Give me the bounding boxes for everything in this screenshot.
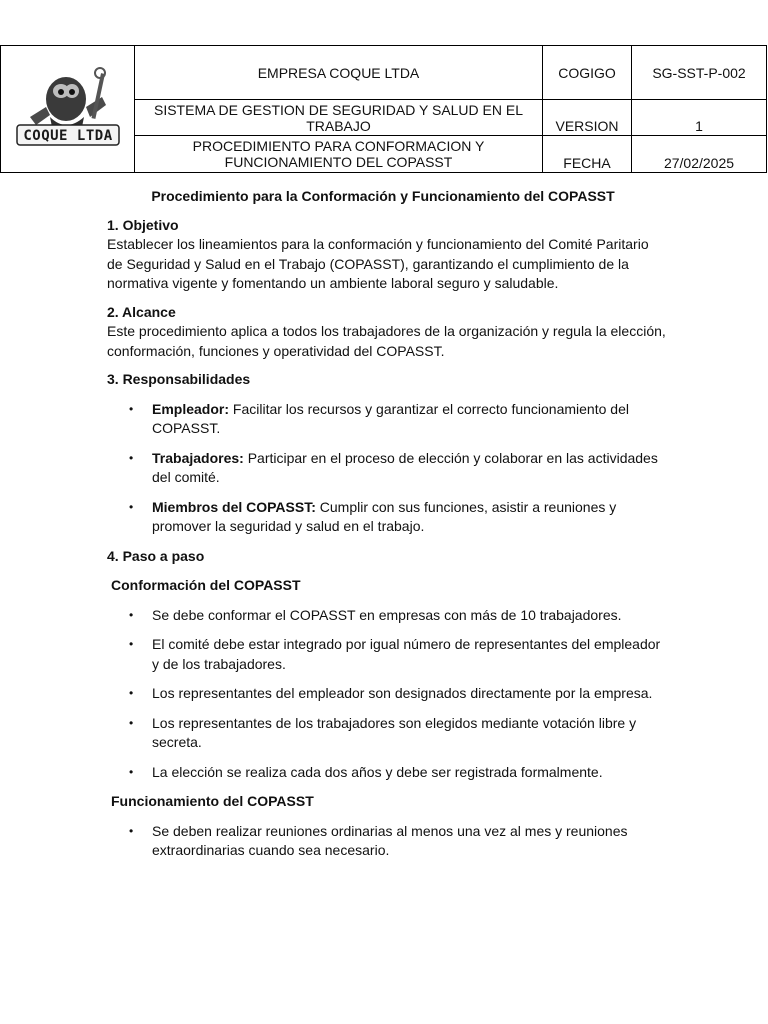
code-value: SG-SST-P-002 bbox=[632, 46, 767, 100]
operation-list bbox=[107, 822, 667, 861]
list-item bbox=[107, 822, 667, 861]
version-label: VERSION bbox=[543, 100, 632, 136]
bullet-icon: • bbox=[129, 401, 134, 416]
document-body bbox=[107, 187, 667, 871]
list-item-text: Se deben realizar reuniones ordinarias al menos una vez al mes y reuniones extraordinarias cuando sea necesario. bbox=[152, 822, 628, 858]
document-title: Procedimiento para la Conformación y Funcionamiento del COPASST bbox=[151, 188, 615, 204]
version-value: 1 bbox=[632, 100, 767, 136]
list-item bbox=[107, 606, 667, 626]
company-logo-cell bbox=[1, 46, 135, 173]
list-item-text: Se debe conformar el COPASST en empresas con más de 10 trabajadores. bbox=[152, 606, 622, 623]
bullet-icon: • bbox=[129, 499, 134, 514]
responsibilities-list bbox=[107, 400, 667, 537]
code-label: COGIGO bbox=[543, 46, 632, 100]
bullet-icon: • bbox=[129, 764, 134, 779]
date-label: FECHA bbox=[543, 136, 632, 173]
responsibility-text: Facilitar los recursos y garantizar el correcto funcionamiento del COPASST. bbox=[152, 400, 629, 436]
bullet-icon: • bbox=[129, 715, 134, 730]
list-item bbox=[107, 498, 667, 537]
responsibility-label: Empleador: bbox=[152, 400, 230, 417]
procedure-name: PROCEDIMIENTO PARA CONFORMACION Y FUNCIONAMIENTO DEL COPASST bbox=[135, 136, 543, 173]
responsibility-label: Trabajadores: bbox=[152, 449, 244, 466]
company-name: EMPRESA COQUE LTDA bbox=[135, 46, 543, 100]
date-value: 27/02/2025 bbox=[632, 136, 767, 173]
steps-heading: 4. Paso a paso bbox=[107, 547, 205, 564]
bullet-icon: • bbox=[129, 450, 134, 465]
bullet-icon: • bbox=[129, 686, 134, 700]
operation-heading: Funcionamiento del COPASST bbox=[111, 793, 314, 809]
responsibilities-heading: 3. Responsabilidades bbox=[107, 371, 251, 387]
responsibility-text: Participar en el proceso de elección y colaborar en las actividades del comité. bbox=[152, 449, 658, 485]
list-item-text: Los representantes de los trabajadores son elegidos mediante votación libre y secreta. bbox=[152, 714, 637, 750]
document-header-table bbox=[0, 45, 767, 173]
list-item-text: El comité debe estar integrado por igual número de representantes del empleador y de los trabajadores. bbox=[152, 636, 661, 672]
list-item bbox=[107, 635, 667, 674]
bullet-icon: • bbox=[129, 607, 134, 622]
coque-logo-icon bbox=[16, 67, 120, 151]
list-item bbox=[107, 684, 667, 704]
conformation-list bbox=[107, 606, 667, 783]
scope-heading: 2. Alcance bbox=[107, 303, 176, 320]
logo-text: COQUE LTDA bbox=[22, 128, 113, 144]
bullet-icon: • bbox=[129, 637, 134, 651]
list-item bbox=[107, 714, 667, 753]
bullet-icon: • bbox=[129, 823, 134, 838]
objective-text: Establecer los lineamientos para la conformación y funcionamiento del Comité Paritario de Seguridad y Salud en el Trabajo (COPASST), garantizando el cumplimiento de la normativa vigente y fomentando un ambiente laboral seguro y saludable. bbox=[107, 236, 649, 291]
list-item-text: La elección se realiza cada dos años y debe ser registrada formalmente. bbox=[152, 763, 603, 780]
objective-heading: 1. Objetivo bbox=[107, 216, 179, 233]
list-item bbox=[107, 449, 667, 488]
system-name: SISTEMA DE GESTION DE SEGURIDAD Y SALUD EN EL TRABAJO bbox=[135, 100, 543, 136]
scope-text: Este procedimiento aplica a todos los trabajadores de la organización y regula la elección, conformación, funciones y operatividad del COPASST. bbox=[107, 323, 666, 359]
responsibility-text: Cumplir con sus funciones, asistir a reuniones y promover la seguridad y salud en el trabajo. bbox=[152, 498, 617, 534]
list-item bbox=[107, 400, 667, 439]
list-item bbox=[107, 763, 667, 783]
responsibility-label: Miembros del COPASST: bbox=[152, 498, 316, 515]
conformation-heading: Conformación del COPASST bbox=[111, 577, 301, 593]
list-item-text: Los representantes del empleador son designados directamente por la empresa. bbox=[152, 685, 653, 701]
